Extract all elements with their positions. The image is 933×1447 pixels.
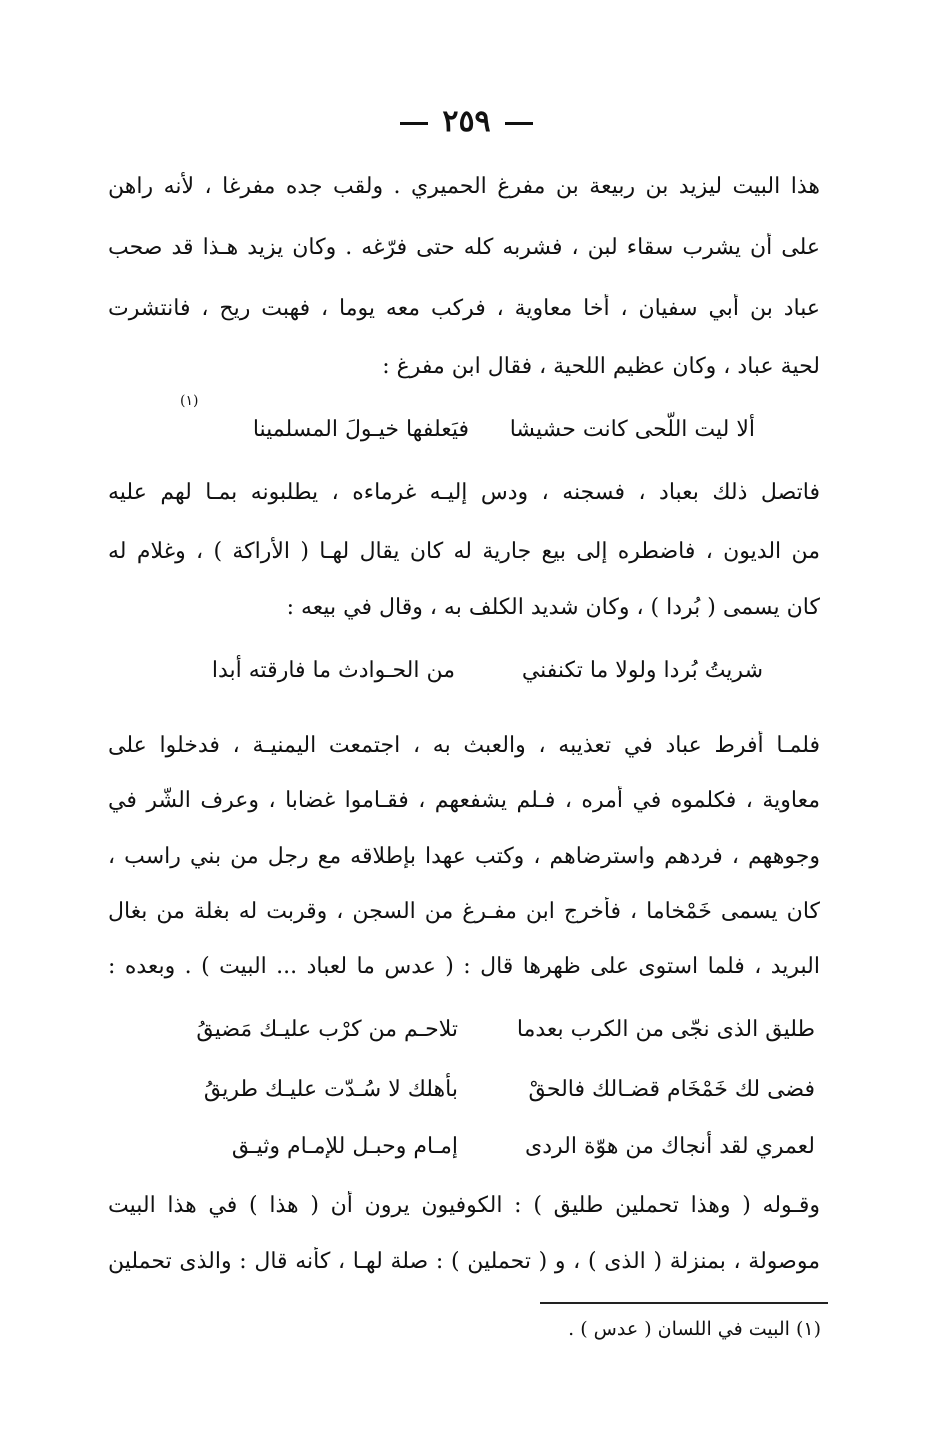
page-number: ٢٥٩ <box>0 104 933 139</box>
verse-hemistich-second: تلاحـم من كرْب عليـك مَضيقُ <box>196 1017 458 1042</box>
text-line: وقـوله ( وهذا تحملين طليق ) : الكوفيون يرون أن ( هذا ) في هذا البيت <box>108 1193 820 1218</box>
footnote-marker: (١) <box>180 393 199 409</box>
text-line: عباد بن أبي سفيان ، أخا معاوية ، فركب معه يوما ، فهبت ريح ، فانتشرت <box>108 296 820 321</box>
verse-hemistich-second: من الحـوادث ما فارقته أبدا <box>211 658 455 683</box>
text-line: كان يسمى خَمْخاما ، فأخرج ابن مفـرغ من السجن ، وقربت له بغلة من بغال <box>108 899 820 924</box>
verse-hemistich-first: طليق الذى نجّى من الكرب بعدما <box>516 1017 815 1042</box>
text-line: من الديون ، فاضطره إلى بيع جارية له كان يقال لهـا ( الأراكة ) ، وغلام له <box>108 539 820 564</box>
verse-hemistich-first: ألا ليت اللّحى كانت حشيشا <box>509 417 755 442</box>
verse-hemistich-first: فضى لك خَمْخَام قضـالك فالحقْ <box>528 1077 815 1102</box>
text-line: لحية عباد ، وكان عظيم اللحية ، فقال ابن مفرغ : <box>382 354 820 379</box>
text-line: البريد ، فلما استوى على ظهرها قال : ( عدس ما لعباد ... البيت ) . وبعده : <box>108 954 820 979</box>
footnote: (١) البيت في اللسان ( عدس ) . <box>568 1318 821 1340</box>
verse-hemistich-second: إمـام وحبـل للإمـام وثيـق <box>231 1134 458 1159</box>
text-line: فلمـا أفرط عباد في تعذيبه ، والعبث به ، اجتمعت اليمنيـة ، فدخلوا على <box>108 733 820 758</box>
verse-hemistich-first: شريتُ بُردا ولولا ما تكنفني <box>521 658 763 683</box>
verse-hemistich-second: بأهلك لا سُـدّت عليـك طريقُ <box>203 1077 458 1102</box>
footnote-rule <box>540 1302 828 1304</box>
text-line: على أن يشرب سقاء لبن ، فشربه كله حتى فرّغه . وكان يزيد هـذا قد صحب <box>108 235 820 260</box>
text-line: وجوههم ، فردهم واسترضاهم ، وكتب عهدا بإطلاقه مع رجل من بني راسب ، <box>108 844 820 869</box>
dash-left <box>400 122 428 125</box>
text-line: معاوية ، فكلموه في أمره ، فـلم يشفعهم ، فقـاموا غضابا ، وعرف الشّر في <box>108 788 820 813</box>
text-line: موصولة ، بمنزلة ( الذى ) ، و ( تحملين ) : صلة لهـا ، كأنه قال : والذى تحملين <box>108 1249 820 1274</box>
verse-hemistich-second: فيَعلفها خيـولَ المسلمينا <box>252 417 469 442</box>
text-line: كان يسمى ( بُردا ) ، وكان شديد الكلف به ، وقال في بيعه : <box>286 595 820 620</box>
dash-right <box>505 122 533 125</box>
text-line: هذا البيت ليزيد بن ربيعة بن مفرغ الحميري . ولقب جده مفرغا ، لأنه راهن <box>108 174 820 199</box>
text-line: فاتصل ذلك بعباد ، فسجنه ، ودس إليـه غرماءه ، يطلبونه بمـا لهم عليه <box>108 480 820 505</box>
verse-hemistich-first: لعمري لقد أنجاك من هوّة الردى <box>524 1134 815 1159</box>
